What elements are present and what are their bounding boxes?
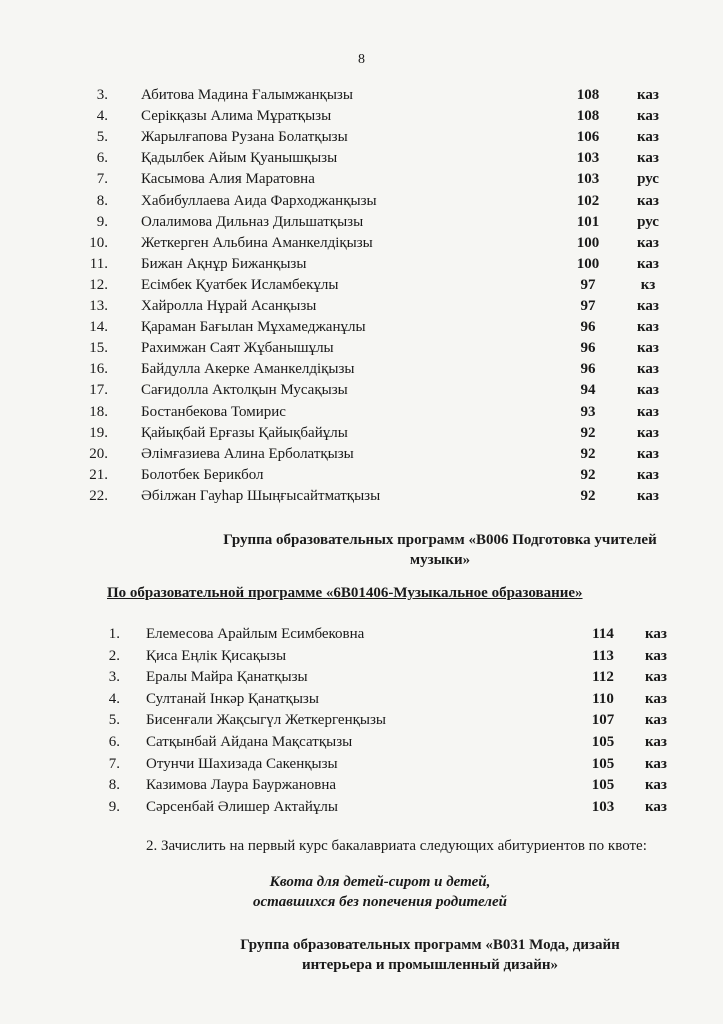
applicant-score: 108	[576, 87, 600, 103]
row-number: 7.	[96, 171, 108, 188]
applicant-name: Әлімғазиева Алина Ерболатқызы	[141, 445, 354, 462]
applicant-name: Бижан Ақнұр Бижанқызы	[141, 255, 307, 272]
group-heading-b031-line1: Группа образовательных программ «В031 Мода, дизайн	[240, 937, 620, 953]
instruction-language: каз	[637, 234, 659, 251]
applicant-name: Султанай Інкәр Қанатқызы	[146, 690, 319, 707]
row-number: 12.	[89, 276, 108, 293]
row-number: 3.	[96, 87, 108, 103]
row-number: 3.	[108, 669, 120, 686]
applicant-name: Қараман Бағылан Мұхамеджанұлы	[141, 319, 366, 336]
table-row	[0, 193, 723, 213]
paragraph-2-enroll-quota: 2. Зачислить на первый курс бакалавриата следующих абитуриентов по квоте:	[146, 838, 647, 854]
applicant-name: Елемесова Арайлым Есимбековна	[146, 626, 365, 642]
row-number: 4.	[108, 690, 120, 707]
table-row	[0, 361, 723, 381]
instruction-language: каз	[637, 487, 659, 504]
row-number: 5.	[96, 129, 108, 146]
applicant-score: 110	[592, 690, 614, 707]
applicant-score: 94	[580, 382, 596, 399]
instruction-language: каз	[637, 424, 659, 441]
table-row	[0, 488, 723, 508]
applicant-name: Есімбек Қуатбек Исламбекұлы	[141, 276, 339, 293]
instruction-language: каз	[637, 298, 659, 314]
row-number: 21.	[89, 466, 108, 483]
instruction-language: каз	[637, 319, 659, 336]
row-number: 17.	[89, 382, 108, 399]
instruction-language: каз	[637, 340, 659, 357]
table-row	[0, 626, 723, 646]
applicant-score: 105	[591, 734, 615, 750]
applicant-score: 113	[592, 647, 614, 664]
applicant-name: Ералы Майра Қанатқызы	[146, 669, 308, 686]
instruction-language: каз	[637, 403, 659, 420]
row-number: 18.	[89, 403, 108, 420]
applicant-score: 93	[580, 403, 596, 420]
applicant-score: 101	[576, 213, 600, 230]
applicant-score: 92	[580, 466, 596, 483]
applicant-score: 112	[592, 669, 614, 686]
instruction-language: каз	[645, 777, 667, 794]
table-row	[0, 691, 723, 711]
applicant-score: 96	[580, 361, 596, 378]
applicant-name: Бостанбекова Томирис	[141, 403, 286, 420]
applicant-score: 100	[576, 255, 600, 272]
instruction-language: каз	[645, 647, 667, 664]
table-row	[0, 340, 723, 360]
table-row	[0, 87, 723, 107]
row-number: 6.	[108, 734, 120, 750]
instruction-language: рус	[637, 213, 659, 230]
applicant-name: Қадылбек Айым Қуанышқызы	[141, 150, 338, 167]
table-row	[0, 425, 723, 445]
table-row	[0, 214, 723, 234]
instruction-language: каз	[645, 669, 667, 686]
applicant-name: Абитова Мадина Ғалымжанқызы	[141, 87, 353, 103]
instruction-language: каз	[637, 150, 659, 167]
applicant-name: Сағидолла Актолқын Мусақызы	[141, 382, 348, 399]
instruction-language: каз	[637, 108, 659, 125]
page-number: 8	[358, 52, 365, 67]
applicant-name: Сәрсенбай Әлишер Актайұлы	[146, 798, 338, 815]
row-number: 8.	[96, 192, 108, 209]
row-number: 2.	[108, 647, 120, 664]
table-row	[0, 129, 723, 149]
row-number: 15.	[89, 340, 108, 357]
applicant-name: Жарылғапова Рузана Болатқызы	[141, 129, 348, 146]
applicant-name: Сатқынбай Айдана Мақсатқызы	[146, 734, 353, 750]
table-row	[0, 277, 723, 297]
applicant-score: 92	[580, 424, 596, 441]
row-number: 13.	[89, 298, 108, 314]
quota-heading-line2: оставшихся без попечения родителей	[252, 894, 508, 910]
applicant-name: Қиса Еңлік Қисақызы	[146, 647, 287, 664]
group-heading-b031	[170, 935, 690, 975]
instruction-language: каз	[637, 466, 659, 483]
applicant-name: Казимова Лаура Бауржановна	[146, 777, 337, 794]
row-number: 11.	[89, 255, 108, 272]
applicant-score: 92	[580, 487, 596, 504]
table-row	[0, 235, 723, 255]
applicant-name: Жеткерген Альбина Аманкелдіқызы	[141, 234, 373, 251]
applicant-score: 103	[576, 171, 600, 188]
applicant-name: Отунчи Шахизада Сакенқызы	[146, 755, 338, 772]
instruction-language: каз	[637, 382, 659, 399]
instruction-language: каз	[637, 255, 659, 272]
table-row	[0, 404, 723, 424]
table-row	[0, 756, 723, 776]
instruction-language: рус	[637, 171, 659, 188]
program-6b01406-title: По образовательной программе «6В01406-Музыкальное образование»	[107, 585, 583, 601]
row-number: 6.	[96, 150, 108, 167]
applicant-name: Байдулла Акерке Аманкелдіқызы	[141, 361, 355, 378]
instruction-language: каз	[645, 734, 667, 750]
applicant-score: 97	[580, 298, 596, 314]
instruction-language: каз	[645, 690, 667, 707]
table-row	[0, 150, 723, 170]
instruction-language: каз	[645, 798, 667, 815]
applicant-name: Бисенғали Жақсыгүл Жеткергенқызы	[146, 712, 386, 729]
instruction-language: каз	[637, 192, 659, 209]
instruction-language: каз	[637, 87, 659, 103]
applicant-score: 97	[580, 276, 596, 293]
table-row	[0, 648, 723, 668]
instruction-language: кз	[640, 276, 656, 293]
applicant-score: 100	[576, 234, 600, 251]
table-row	[0, 298, 723, 318]
applicant-score: 103	[591, 798, 615, 815]
applicant-score: 102	[576, 192, 600, 209]
quota-heading-line1: Квота для детей-сирот и детей,	[269, 874, 491, 890]
instruction-language: каз	[637, 129, 659, 146]
table-row	[0, 171, 723, 191]
table-row	[0, 669, 723, 689]
applicant-score: 114	[592, 626, 614, 642]
instruction-language: каз	[637, 445, 659, 462]
table-row	[0, 467, 723, 487]
applicant-score: 107	[591, 712, 615, 729]
instruction-language: каз	[637, 361, 659, 378]
applicant-name: Серікқазы Алима Мұратқызы	[141, 108, 332, 125]
row-number: 4.	[96, 108, 108, 125]
quota-heading	[150, 872, 610, 912]
applicant-name: Болотбек Берикбол	[141, 466, 264, 483]
applicant-name: Касымова Алия Маратовна	[141, 171, 315, 188]
table-row	[0, 712, 723, 732]
applicant-score: 96	[580, 340, 596, 357]
table-row	[0, 382, 723, 402]
row-number: 10.	[89, 234, 108, 251]
row-number: 14.	[89, 319, 108, 336]
row-number: 9.	[108, 798, 120, 815]
table-row	[0, 319, 723, 339]
applicant-score: 108	[576, 108, 600, 125]
row-number: 1.	[108, 626, 120, 642]
applicant-name: Хабибуллаева Аида Фарходжанқызы	[141, 192, 377, 209]
group-heading-b031-line2: интерьера и промышленный дизайн»	[301, 957, 559, 973]
applicant-score: 106	[576, 129, 600, 146]
applicant-score: 105	[591, 777, 615, 794]
table-row	[0, 108, 723, 128]
group-heading-b006-line2: музыки»	[409, 552, 471, 568]
table-row	[0, 256, 723, 276]
applicant-score: 92	[580, 445, 596, 462]
applicant-score: 96	[580, 319, 596, 336]
table-row	[0, 799, 723, 819]
instruction-language: каз	[645, 626, 667, 642]
instruction-language: каз	[645, 755, 667, 772]
row-number: 7.	[108, 755, 120, 772]
applicant-score: 105	[591, 755, 615, 772]
row-number: 9.	[96, 213, 108, 230]
row-number: 22.	[89, 487, 108, 504]
row-number: 8.	[108, 777, 120, 794]
row-number: 19.	[89, 424, 108, 441]
table-row	[0, 446, 723, 466]
applicant-name: Әбілжан Гауһар Шыңғысайтматқызы	[141, 487, 381, 504]
instruction-language: каз	[645, 712, 667, 729]
applicant-name: Хайролла Нұрай Асанқызы	[141, 298, 317, 314]
row-number: 5.	[108, 712, 120, 729]
row-number: 20.	[89, 445, 108, 462]
group-heading-b006-line1: Группа образовательных программ «В006 Подготовка учителей	[223, 532, 657, 548]
table-row	[0, 734, 723, 754]
applicant-name: Олалимова Дильназ Дильшатқызы	[141, 213, 364, 230]
applicant-name: Қайықбай Ерғазы Қайықбайұлы	[141, 424, 348, 441]
group-heading-b006	[150, 530, 723, 570]
row-number: 16.	[89, 361, 108, 378]
applicant-score: 103	[576, 150, 600, 167]
table-row	[0, 777, 723, 797]
applicant-name: Рахимжан Саят Жұбанышұлы	[141, 340, 334, 357]
